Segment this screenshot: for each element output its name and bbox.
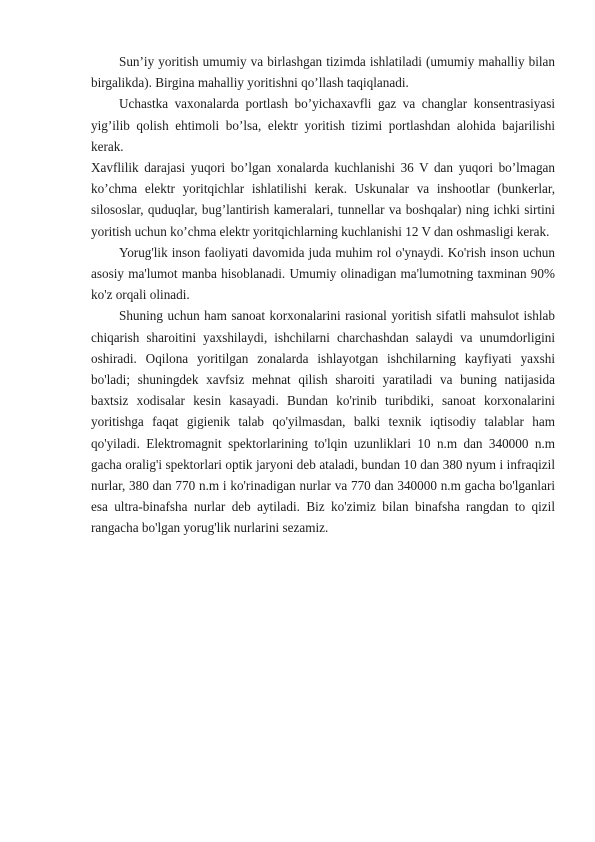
paragraph-artificial-lighting: Sun’iy yoritish umumiy va birlashgan tizimda ishlatiladi (umumiy mahalliy bilan birgalikda). Birgina mahalliy yoritishni qo’llash taqiqlanadi. xyxy=(91,54,555,91)
paragraph-explosion-risk: Uchastka vaxonalarda portlash bo’yichaxavfli gaz va changlar konsentrasiyasi yig’ilib qolish ehtimoli bo’lsa, elektr yoritish tizimi portlashdan alohida bajarilishi kerak. xyxy=(91,96,555,154)
paragraph-light-importance: Yorug'lik inson faoliyati davomida juda muhim rol o'ynaydi. Ko'rish inson uchun asosiy ma'lumot manba hisoblanadi. Umumiy olinadigan ma'lumotning taxminan 90% ko'z orqali olinadi. xyxy=(91,244,555,303)
document-body xyxy=(91,51,555,539)
paragraph-rational-lighting: Shuning uchun ham sanoat korxonalarini rasional yoritish sifatli mahsulot ishlab chiqarish sharoitini yaxshilaydi, ishchilarni charchashdan salaydi va unumdorligini oshiradi. Oqilona yoritilgan zonalarda ishlayotgan ishchilarning kayfiyati yaxshi bo'ladi; shuningdek xavfsiz mehnat qilish sharoiti yaratiladi va buning natijasida baxtsiz xodisalar kesin kasayadi. Bundan ko'rinib turibdiki, sanoat korxonalarini yoritishga faqat gigienik talab qo'yilmasdan, balki texnik iqtisodiy talablar ham qo'yiladi. Elektromagnit spektorlarining to'lqin uzunliklari 10 n.m dan 340000 n.m gacha oralig'i spektorlari optik jaryoni deb ataladi, bundan 10 dan 380 nyum i infraqizil nurlar, 380 dan 770 n.m i ko'rinadigan nurlar va 770 dan 340000 n.m gacha bo'lganlari esa ultra-binafsha nurlar deb aytiladi. Biz ko'zimiz bilan binafsha rangdan to qizil rangacha bo'lgan yorug'lik nurlarini sezamiz. xyxy=(91,308,555,536)
paragraph-portable-lamps: Xavflilik darajasi yuqori bo’lgan xonalarda kuchlanishi 36 V dan yuqori bo’lmagan ko’chma elektr yoritqichlar ishlatilishi kerak. Uskunalar va inshootlar (bunkerlar, silososlar, quduqlar, bug’lantirish kameralari, tunnellar va boshqalar) ning ichki sirtini yoritish uchun ko’chma elektr yoritqichlarning kuchlanishi 12 V dan oshmasligi kerak. xyxy=(91,160,555,239)
